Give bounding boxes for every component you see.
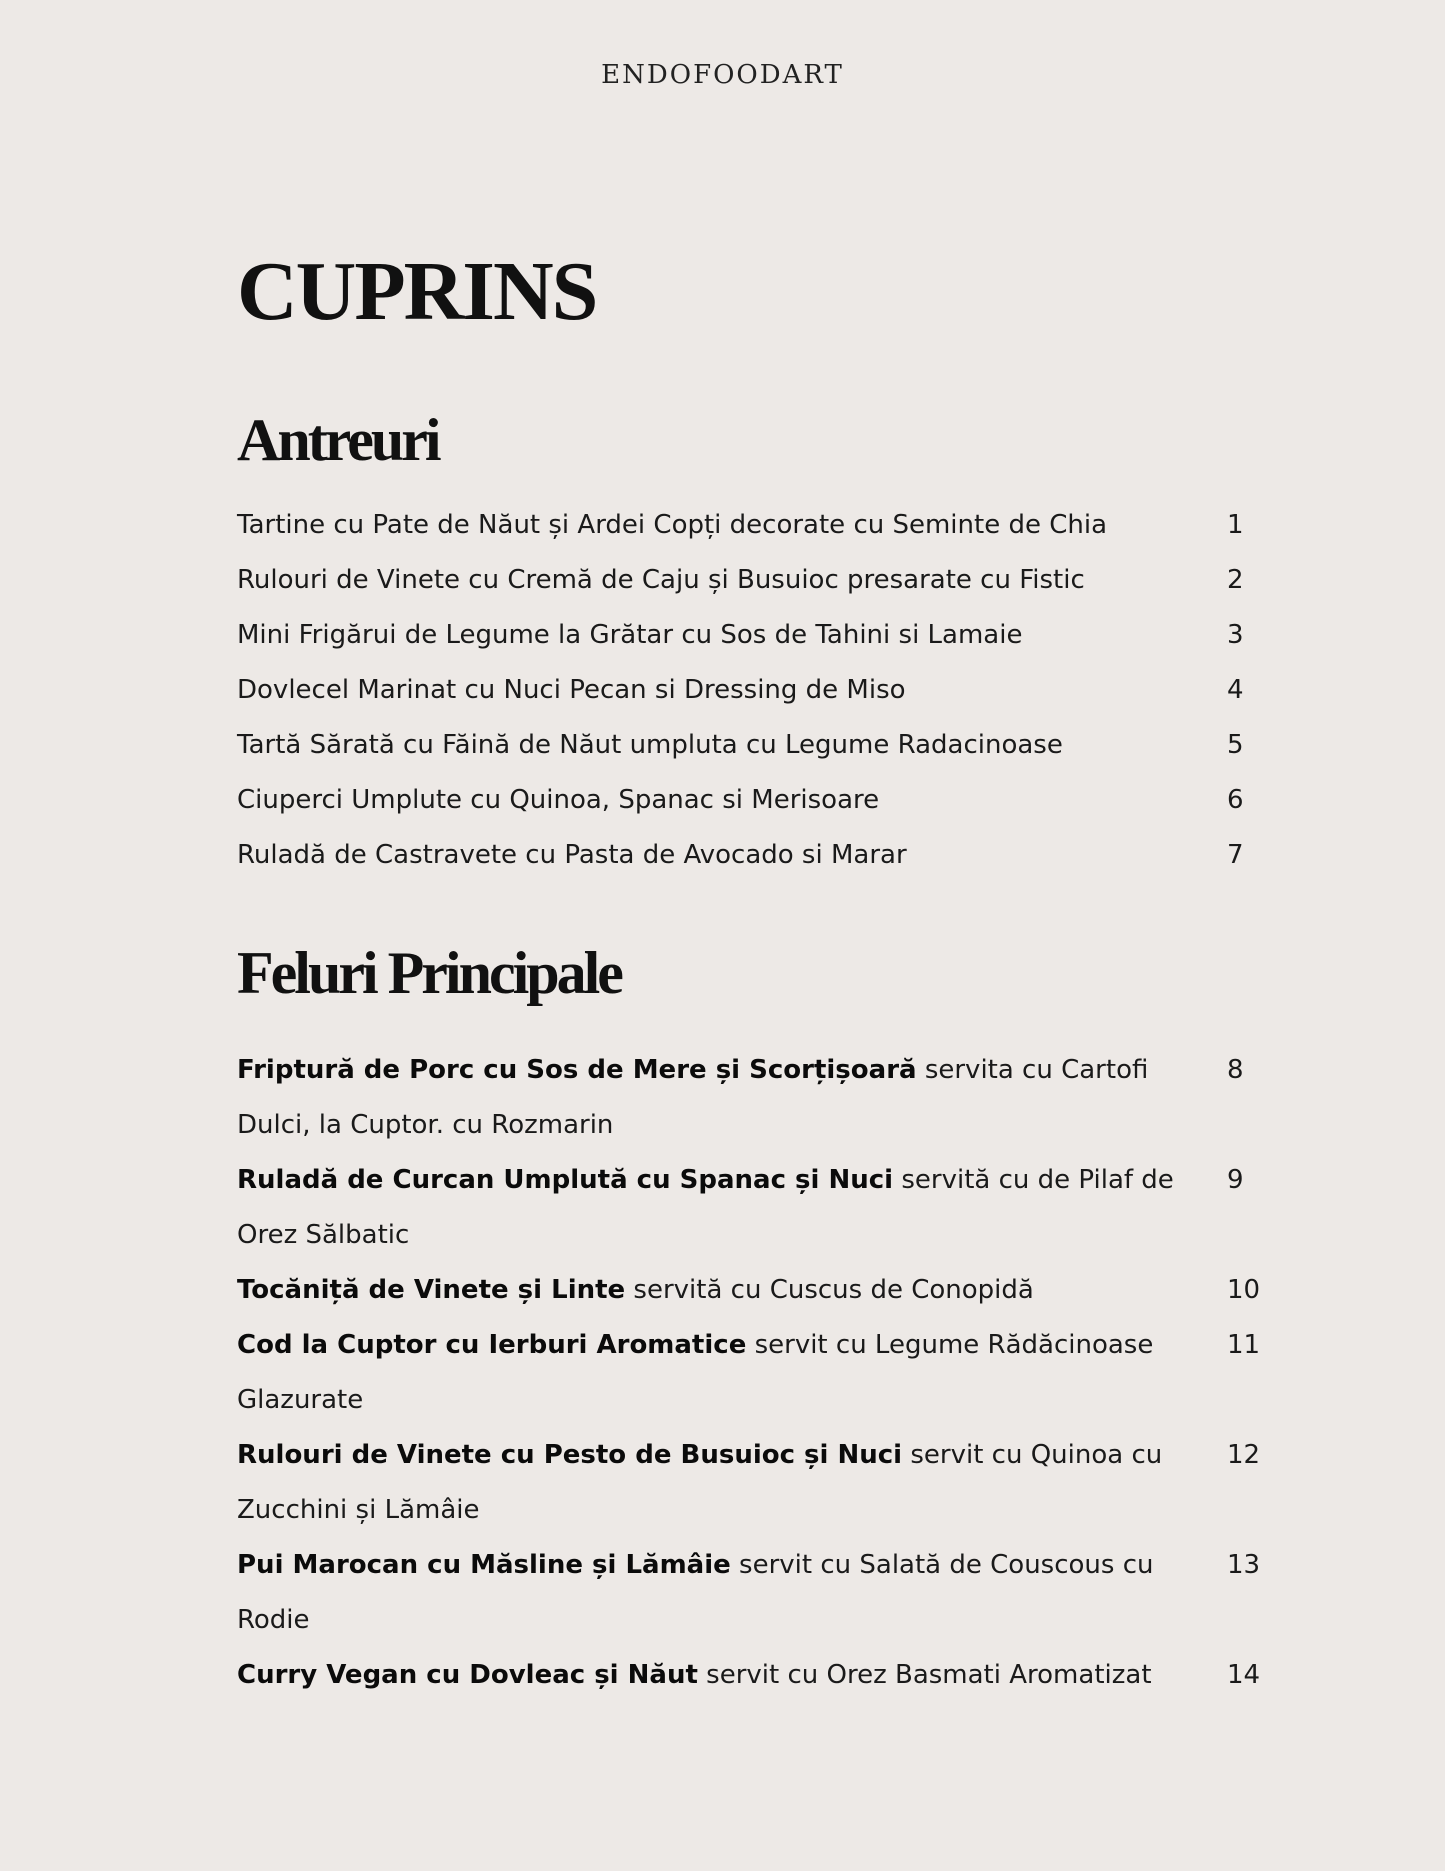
- list-item[interactable]: [237, 1648, 1277, 1703]
- dish-side: servită cu de Pilaf de Orez Sălbatic: [237, 1165, 1174, 1250]
- list-item[interactable]: [237, 1263, 1277, 1318]
- item-title: Mini Frigărui de Legume la Grătar cu Sos de Tahini si Lamaie: [237, 620, 1023, 650]
- dish-name: Ruladă de Curcan Umplută cu Spanac și Nuci: [237, 1165, 894, 1195]
- dish-name: Pui Marocan cu Măsline și Lămâie: [237, 1550, 731, 1580]
- dish-side: servit cu Legume Rădăcinoase Glazurate: [237, 1330, 1154, 1415]
- section-heading-antreuri: Antreuri: [237, 407, 439, 473]
- page-number: 13: [1227, 1550, 1261, 1580]
- item-title: [237, 1263, 1197, 1318]
- item-title: [237, 1538, 1197, 1648]
- list-item[interactable]: [237, 1538, 1277, 1648]
- page-number: 1: [1227, 510, 1244, 540]
- dish-side: servit cu Quinoa cu Zucchini și Lămâie: [237, 1440, 1163, 1525]
- page-number: 8: [1227, 1055, 1244, 1085]
- page-number: 9: [1227, 1165, 1244, 1195]
- item-title: [237, 1153, 1197, 1263]
- dish-name: Tocăniță de Vinete și Linte: [237, 1275, 626, 1305]
- page-number: 6: [1227, 785, 1244, 815]
- page-number: 7: [1227, 840, 1244, 870]
- page-number: 10: [1227, 1275, 1261, 1305]
- item-title: [237, 1318, 1197, 1428]
- item-title: Rulouri de Vinete cu Cremă de Caju și Busuioc presarate cu Fistic: [237, 565, 1085, 595]
- item-title: Ruladă de Castravete cu Pasta de Avocado si Marar: [237, 840, 907, 870]
- list-item[interactable]: [237, 1428, 1277, 1538]
- feluri-principale-list: [237, 1043, 1277, 1703]
- list-item[interactable]: [237, 620, 1277, 675]
- dish-side: servit cu Salată de Couscous cu Rodie: [237, 1550, 1154, 1635]
- item-title: [237, 1043, 1197, 1153]
- list-item[interactable]: [237, 730, 1277, 785]
- item-title: Tartine cu Pate de Năut și Ardei Copți decorate cu Seminte de Chia: [237, 510, 1108, 540]
- dish-name: Curry Vegan cu Dovleac și Năut: [237, 1660, 698, 1690]
- page-title: CUPRINS: [237, 245, 597, 338]
- brand-name: ENDOFOODART: [601, 60, 844, 90]
- dish-side: servita cu Cartofi Dulci, la Cuptor. cu Rozmarin: [237, 1055, 1149, 1140]
- list-item[interactable]: [237, 1318, 1277, 1428]
- item-title: [237, 1428, 1197, 1538]
- item-title: Ciuperci Umplute cu Quinoa, Spanac si Merisoare: [237, 785, 880, 815]
- list-item[interactable]: [237, 785, 1277, 840]
- list-item[interactable]: [237, 1043, 1277, 1153]
- list-item[interactable]: [237, 565, 1277, 620]
- page-number: 4: [1227, 675, 1244, 705]
- dish-side: servită cu Cuscus de Conopidă: [625, 1275, 1034, 1305]
- page-number: 3: [1227, 620, 1244, 650]
- dish-name: Friptură de Porc cu Sos de Mere și Scorțișoară: [237, 1055, 917, 1085]
- item-title: [237, 1648, 1197, 1703]
- page-number: 5: [1227, 730, 1244, 760]
- dish-name: Rulouri de Vinete cu Pesto de Busuioc și Nuci: [237, 1440, 903, 1470]
- table-of-contents: [237, 245, 1277, 1703]
- item-title: Tartă Sărată cu Făină de Năut umpluta cu Legume Radacinoase: [237, 730, 1063, 760]
- dish-name: Cod la Cuptor cu Ierburi Aromatice: [237, 1330, 747, 1360]
- antreuri-list: [237, 510, 1277, 895]
- page-number: 11: [1227, 1330, 1261, 1360]
- list-item[interactable]: [237, 1153, 1277, 1263]
- page-number: 12: [1227, 1440, 1261, 1470]
- item-title: Dovlecel Marinat cu Nuci Pecan si Dressing de Miso: [237, 675, 906, 705]
- list-item[interactable]: [237, 840, 1277, 895]
- page-number: 14: [1227, 1660, 1261, 1690]
- list-item[interactable]: [237, 510, 1277, 565]
- section-heading-feluri-principale: Feluri Principale: [237, 940, 621, 1006]
- list-item[interactable]: [237, 675, 1277, 730]
- page-number: 2: [1227, 565, 1244, 595]
- dish-side: servit cu Orez Basmati Aromatizat: [697, 1660, 1152, 1690]
